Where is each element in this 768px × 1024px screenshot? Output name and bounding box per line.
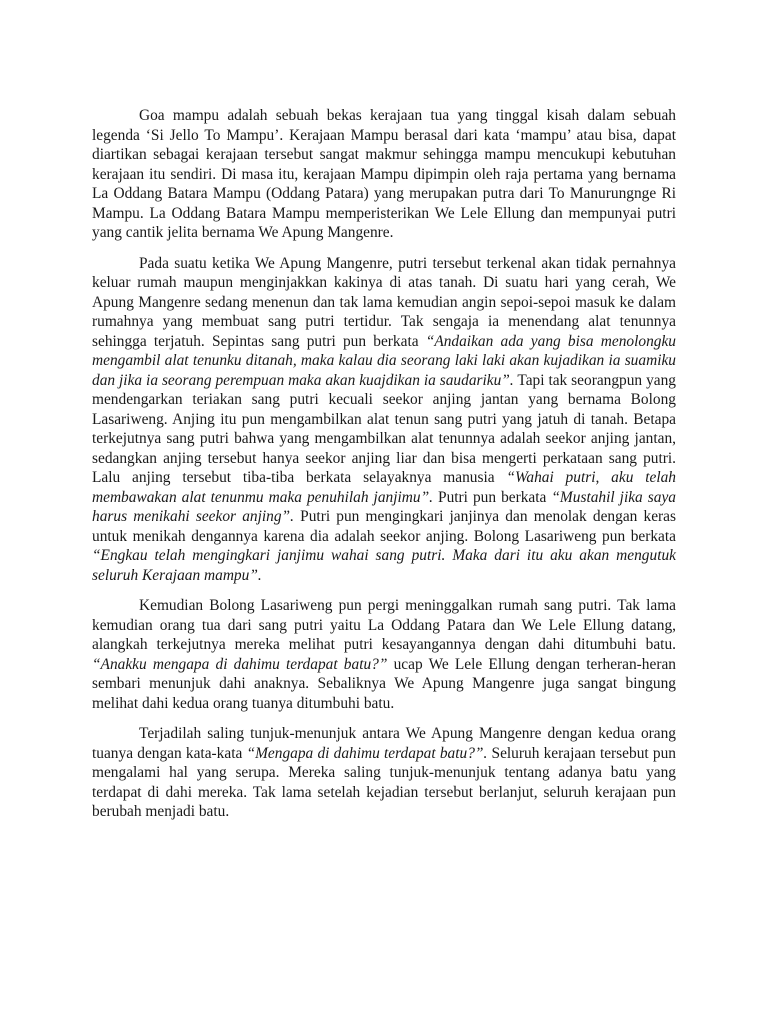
paragraph-3 [92,596,676,713]
paragraph-2 [92,254,676,586]
princess-refusal-quote: “Mustahil jika saya harus menikahi seekor anjing”. [92,488,676,525]
paragraph-text: Goa mampu adalah sebuah bekas kerajaan tua yang tinggal kisah dalam sebuah legenda ‘Si Jello To Mampu’. Kerajaan Mampu berasal dari kata ‘mampu’ atau bisa, dapat diartikan sebagai kerajaan tersebut sangat makmur sehingga mampu mencukupi kebutuhan kerajaan itu sendiri. Di masa itu, kerajaan Mampu dipimpin oleh raja pertama yang bernama La Oddang Batara Mampu (Oddang Patara) yang merupakan putra dari To Manurungnge Ri Mampu. La Oddang Batara Mampu memperisterikan We Lele Ellung dan mempunyai putri yang cantik jelita bernama We Apung Mangenre. [92,107,676,241]
document-body [92,106,676,833]
dog-request-quote: “Wahai putri, aku telah membawakan alat tenunmu maka penuhilah janjimu”. [92,469,676,506]
paragraph-4 [92,724,676,822]
paragraph-text: Kemudian Bolong Lasariweng pun pergi meninggalkan rumah sang putri. Tak lama kemudian orang tua dari sang putri yaitu La Oddang Patara dan We Lele Ellung datang, alangkah terkejutnya mereka melihat putri kesayangannya dengan dahi ditumbuhi batu. [92,597,676,653]
mother-question-quote: “Anakku mengapa di dahimu terdapat batu?” [92,655,388,673]
paragraph-text: Seluruh kerajaan tersebut pun mengalami hal yang serupa. Mereka saling tunjuk-menunjuk tentang adanya batu yang terdapat di dahi mereka. Tak lama setelah kejadian tersebut berlanjut, seluruh kerajaan pun berubah menjadi batu. [92,744,676,820]
paragraph-text: ucap We Lele Ellung dengan terheran-heran sembari menunjuk dahi anaknya. Sebaliknya We Apung Mangenre juga sangat bingung melihat dahi kedua orang tuanya ditumbuhi batu. [92,655,676,712]
paragraph-text: Terjadilah saling tunjuk-menunjuk antara We Apung Mangenre dengan kedua orang tuanya dengan kata-kata [92,725,676,762]
paragraph-1 [92,106,676,243]
paragraph-text: Putri pun berkata [433,488,552,506]
paragraph-text: Tapi tak seorangpun yang mendengarkan teriakan sang putri kecuali seekor anjing jantan yang bernama Bolong Lasariweng. Anjing itu pun mengambilkan alat tenun sang putri yang jatuh di tanah. Betapa terkejutnya sang putri bahwa yang mengambilkan alat tenunnya adalah seekor anjing jantan, sedangkan anjing tersebut hanya seekor anjing liar dan bisa mengerti perkataan sang putri. Lalu anjing tersebut tiba-tiba berkata selayaknya manusia [92,371,676,486]
princess-vow-quote: “Andaikan ada yang bisa menolongku mengambil alat tenunku ditanah, maka kalau dia seorang laki laki akan kujadikan ia suamiku dan jika ia seorang perempuan maka akan kuajdikan ia saudariku”. [92,332,676,389]
paragraph-text: Pada suatu ketika We Apung Mangenre, putri tersebut terkenal akan tidak pernahnya keluar rumah maupun menginjakkan kakinya di atas tanah. Di suatu hari yang cerah, We Apung Mangenre sedang menenun dan tak lama kemudian angin sepoi-sepoi masuk ke dalam rumahnya yang membuat sang putri tertidur. Tak sengaja ia menendang alat tenunnya sehingga terjatuh. Sepintas sang putri pun berkata [92,254,676,350]
paragraph-text: Putri pun mengingkari janjinya dan menolak dengan keras untuk menikah dengannya karena dia adalah seekor anjing. Bolong Lasariweng pun berkata [92,508,677,545]
mutual-question-quote: “Mengapa di dahimu terdapat batu?”. [246,744,488,762]
dog-curse-quote: “Engkau telah mengingkari janjimu wahai sang putri. Maka dari itu aku akan mengutuk seluruh Kerajaan mampu”. [92,547,676,584]
